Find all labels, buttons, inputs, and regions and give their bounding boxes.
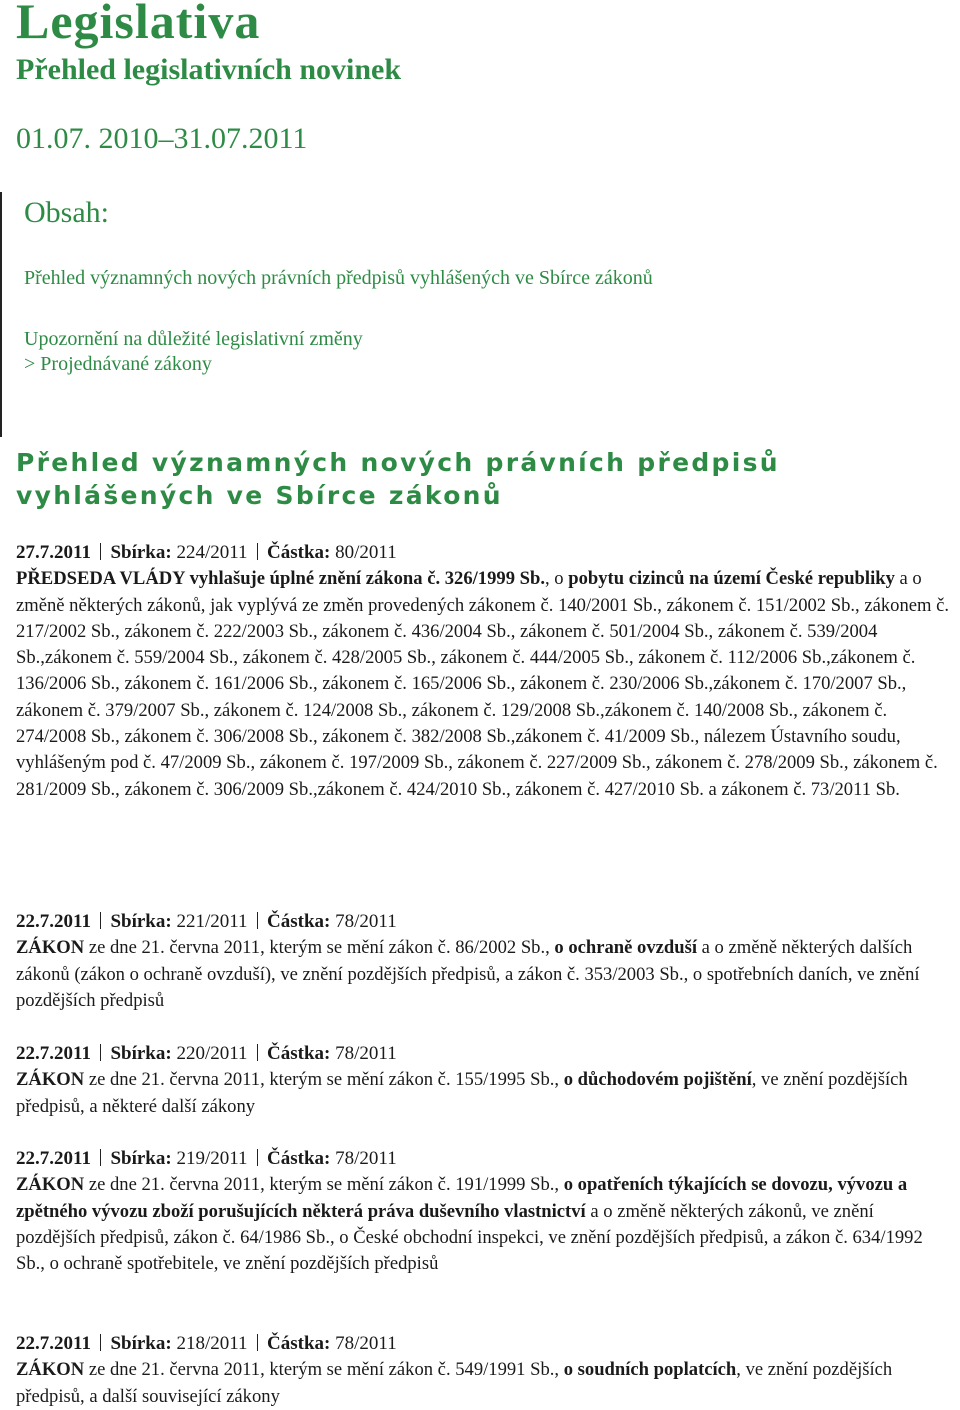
entry-subject: o důchodovém pojištění <box>563 1069 752 1091</box>
entry-date: 27.7.2011 <box>16 542 91 563</box>
entry-subject: pobytu cizinců na území České republiky <box>568 568 895 590</box>
entry-lead: PŘEDSEDA VLÁDY vyhlašuje úplné znění zákona č. 326/1999 Sb. <box>16 568 545 590</box>
toc-link-legal-overview[interactable]: Přehled významných nových právních předpisů vyhlášených ve Sbírce zákonů <box>24 267 653 289</box>
separator <box>257 1149 259 1166</box>
castka-label: Částka: <box>267 911 331 932</box>
sbirka-number: 219/2011 <box>176 1148 248 1169</box>
legislation-entry <box>16 1146 956 1277</box>
entry-meta <box>16 1331 956 1357</box>
sbirka-number: 220/2011 <box>176 1043 248 1064</box>
entry-subject: o soudních poplatcích <box>563 1359 737 1381</box>
entry-mid: ze dne 21. června 2011, kterým se mění zákon č. 191/1999 Sb., <box>84 1174 564 1196</box>
separator <box>100 1044 102 1061</box>
entry-lead: ZÁKON <box>16 1069 85 1091</box>
sbirka-label: Sbírka: <box>110 1043 172 1064</box>
separator <box>100 543 102 560</box>
entry-rest: , ve znění pozdějších předpisů, a některé další zákony <box>16 1069 908 1117</box>
separator <box>100 1334 102 1351</box>
castka-label: Částka: <box>267 542 331 563</box>
table-of-contents <box>0 192 942 437</box>
entry-date: 22.7.2011 <box>16 911 91 932</box>
castka-number: 78/2011 <box>335 1043 397 1064</box>
section-heading: Přehled významných nových právních předpisů vyhlášených ve Sbírce zákonů <box>16 448 780 510</box>
separator <box>257 543 259 560</box>
entry-date: 22.7.2011 <box>16 1148 91 1169</box>
entry-mid: ze dne 21. června 2011, kterým se mění zákon č. 155/1995 Sb., <box>84 1069 564 1091</box>
castka-number: 78/2011 <box>335 1333 397 1354</box>
castka-number: 80/2011 <box>335 542 397 563</box>
toc-link-pending-laws[interactable]: > Projednávané zákony <box>24 353 212 375</box>
separator <box>100 912 102 929</box>
entry-mid: ze dne 21. června 2011, kterým se mění zákon č. 549/1991 Sb., <box>84 1359 564 1381</box>
entry-rest: , ve znění pozdějších předpisů, a další související zákony <box>16 1359 893 1407</box>
entry-mid: ze dne 21. června 2011, kterým se mění zákon č. 86/2002 Sb., <box>84 937 555 959</box>
separator <box>257 1044 259 1061</box>
legislation-entry <box>16 1041 956 1120</box>
page-title: Legislativa <box>16 0 261 49</box>
entry-meta <box>16 1146 956 1172</box>
entry-text <box>16 1172 956 1277</box>
sbirka-label: Sbírka: <box>110 1333 172 1354</box>
sbirka-number: 224/2011 <box>176 542 248 563</box>
entry-date: 22.7.2011 <box>16 1333 91 1354</box>
toc-link-legislative-changes[interactable]: Upozornění na důležité legislativní změny <box>24 328 363 350</box>
separator <box>100 1149 102 1166</box>
entry-date: 22.7.2011 <box>16 1043 91 1064</box>
castka-label: Částka: <box>267 1333 331 1354</box>
legislation-entry <box>16 1331 956 1410</box>
entry-lead: ZÁKON <box>16 1174 85 1196</box>
entry-rest: a o změně některých dalších zákonů (zákon o ochraně ovzduší), ve znění pozdějších předpisů, a zákon č. 353/2003 Sb., o spotřebních daních, ve znění pozdějších předpisů <box>16 937 920 1011</box>
separator <box>257 912 259 929</box>
entry-mid: , o <box>544 568 569 590</box>
entry-rest: a o změně některých zákonů, ve znění pozdějších předpisů, zákon č. 64/1986 Sb., o České obchodní inspekci, ve znění pozdějších předpisů, a zákon č. 634/1992 Sb., o ochraně spotřebitele, ve znění pozdějších předpisů <box>16 1200 923 1275</box>
entry-text <box>16 1357 956 1410</box>
sbirka-label: Sbírka: <box>110 911 172 932</box>
sbirka-number: 218/2011 <box>176 1333 248 1354</box>
toc-heading: Obsah: <box>24 196 109 229</box>
entry-subject: o opatřeních týkajících se dovozu, vývozu a zpětného vývozu zboží porušujících některá práva duševního vlastnictví <box>16 1174 908 1222</box>
entry-rest: a o změně některých zákonů, jak vyplývá ze změn provedených zákonem č. 140/2001 Sb., zákonem č. 151/2002 Sb., zákonem č. 217/2002 Sb., zákonem č. 222/2003 Sb., zákonem č. 436/2004 Sb., zákonem č. 501/2004 Sb., zákonem č. 539/2004 Sb.,zákonem č. 559/2004 Sb., zákonem č. 428/2005 Sb., zákonem č. 444/2005 Sb., zákonem č. 112/2006 Sb.,zákonem č. 136/2006 Sb., zákonem č. 161/2006 Sb., zákonem č. 165/2006 Sb., zákonem č. 230/2006 Sb.,zákonem č. 170/2007 Sb., zákonem č. 379/2007 Sb., zákonem č. 124/2008 Sb., zákonem č. 129/2008 Sb.,zákonem č. 140/2008 Sb., zákonem č. 274/2008 Sb., zákonem č. 306/2008 Sb., zákonem č. 382/2008 Sb.,zákonem č. 41/2009 Sb., nálezem Ústavního soudu, vyhlášeným pod č. 47/2009 Sb., zákonem č. 197/2009 Sb., zákonem č. 227/2009 Sb., zákonem č. 278/2009 Sb., zákonem č. 281/2009 Sb., zákonem č. 306/2009 Sb.,zákonem č. 424/2010 Sb., zákonem č. 427/2010 Sb. a zákonem č. 73/2011 Sb. <box>16 568 950 800</box>
entry-subject: o ochraně ovzduší <box>554 937 697 959</box>
castka-number: 78/2011 <box>335 1148 397 1169</box>
entry-meta <box>16 909 956 935</box>
entry-text <box>16 935 956 1014</box>
sbirka-label: Sbírka: <box>110 1148 172 1169</box>
page-subtitle: Přehled legislativních novinek <box>16 53 402 86</box>
entry-meta <box>16 1041 956 1067</box>
castka-label: Částka: <box>267 1043 331 1064</box>
castka-label: Částka: <box>267 1148 331 1169</box>
entry-meta <box>16 540 956 566</box>
entry-lead: ZÁKON <box>16 937 85 959</box>
period-range: 01.07. 2010–31.07.2011 <box>16 122 308 155</box>
entry-text <box>16 1067 956 1120</box>
separator <box>257 1334 259 1351</box>
legislation-entry <box>16 540 956 803</box>
castka-number: 78/2011 <box>335 911 397 932</box>
entry-text <box>16 566 956 803</box>
sbirka-label: Sbírka: <box>110 542 172 563</box>
sbirka-number: 221/2011 <box>176 911 248 932</box>
entry-lead: ZÁKON <box>16 1359 85 1381</box>
legislation-entry <box>16 909 956 1014</box>
